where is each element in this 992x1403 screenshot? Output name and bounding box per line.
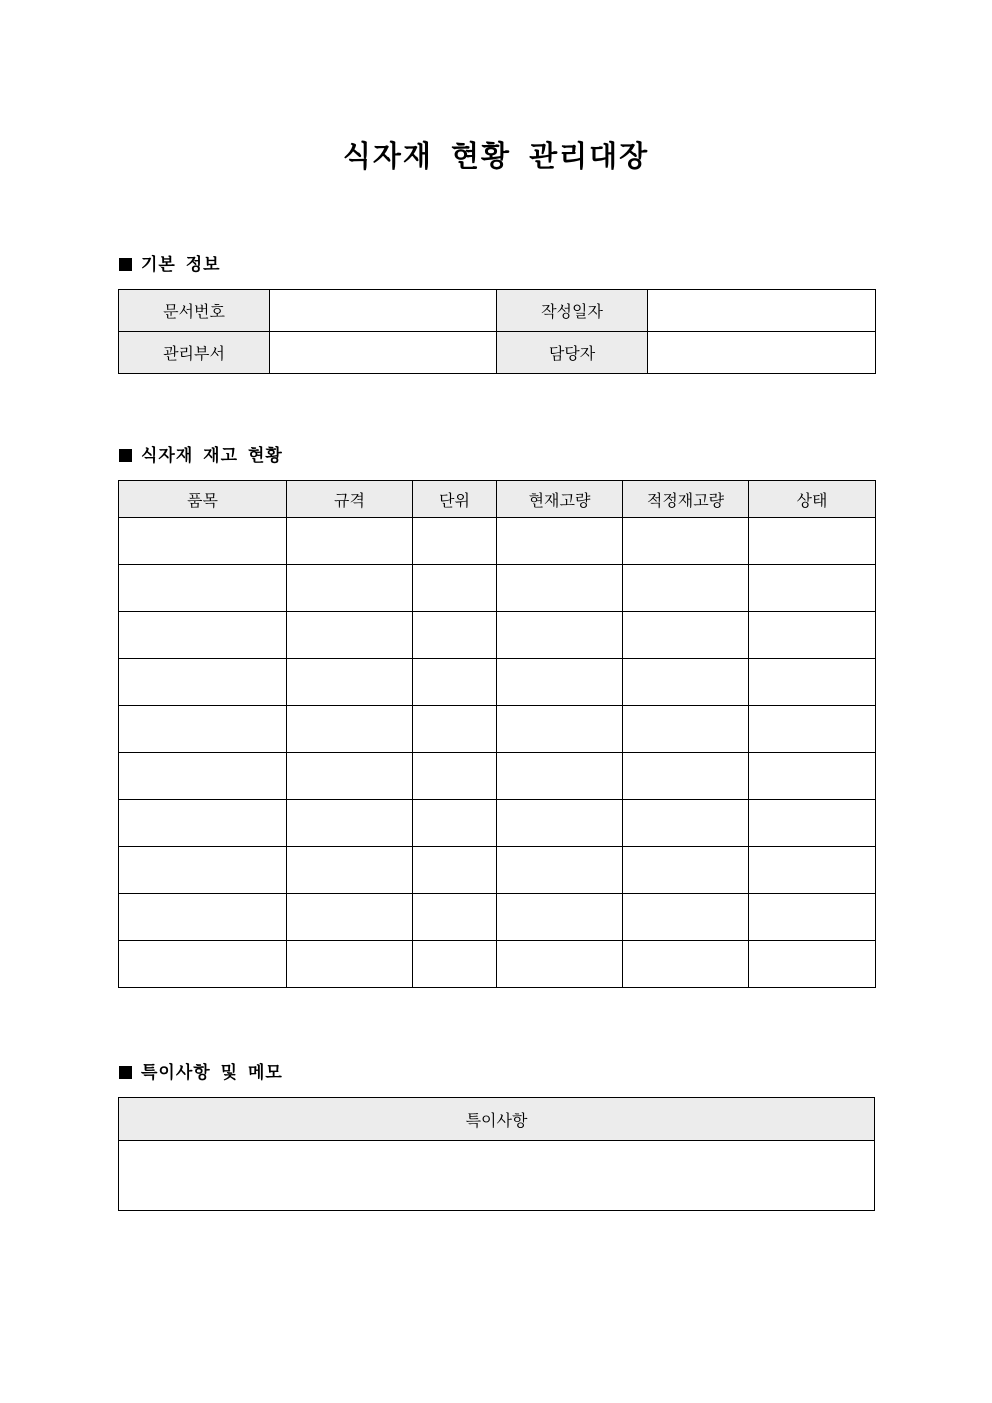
table-row — [119, 290, 876, 332]
item-cell[interactable] — [119, 941, 287, 988]
optimal-stock-cell[interactable] — [623, 518, 749, 565]
item-cell[interactable] — [119, 706, 287, 753]
table-row — [119, 612, 876, 659]
status-cell[interactable] — [749, 612, 876, 659]
table-row — [119, 1141, 875, 1211]
unit-cell[interactable] — [413, 847, 497, 894]
column-header-current-stock: 현재고량 — [497, 481, 623, 518]
item-cell[interactable] — [119, 800, 287, 847]
current-stock-cell[interactable] — [497, 706, 623, 753]
table-row — [119, 659, 876, 706]
spec-cell[interactable] — [287, 659, 413, 706]
item-cell[interactable] — [119, 659, 287, 706]
black-square-icon — [119, 258, 132, 271]
table-row — [119, 518, 876, 565]
optimal-stock-cell[interactable] — [623, 753, 749, 800]
written-date-field[interactable] — [648, 290, 876, 332]
manager-field[interactable] — [648, 332, 876, 374]
table-row — [119, 706, 876, 753]
black-square-icon — [119, 1066, 132, 1079]
column-header-item: 품목 — [119, 481, 287, 518]
unit-cell[interactable] — [413, 941, 497, 988]
optimal-stock-cell[interactable] — [623, 565, 749, 612]
current-stock-cell[interactable] — [497, 941, 623, 988]
current-stock-cell[interactable] — [497, 565, 623, 612]
spec-cell[interactable] — [287, 847, 413, 894]
optimal-stock-cell[interactable] — [623, 847, 749, 894]
column-header-spec: 규격 — [287, 481, 413, 518]
unit-cell[interactable] — [413, 518, 497, 565]
table-row — [119, 941, 876, 988]
section-heading-label: 기본 정보 — [141, 255, 221, 275]
optimal-stock-cell[interactable] — [623, 706, 749, 753]
spec-cell[interactable] — [287, 941, 413, 988]
section-heading-inventory — [119, 445, 283, 467]
current-stock-cell[interactable] — [497, 753, 623, 800]
status-cell[interactable] — [749, 706, 876, 753]
status-cell[interactable] — [749, 894, 876, 941]
unit-cell[interactable] — [413, 894, 497, 941]
status-cell[interactable] — [749, 941, 876, 988]
page-title: 식자재 현황 관리대장 — [342, 139, 650, 173]
current-stock-cell[interactable] — [497, 612, 623, 659]
section-heading-memo — [119, 1062, 283, 1084]
section-heading-label: 식자재 재고 현황 — [141, 446, 283, 466]
unit-cell[interactable] — [413, 753, 497, 800]
basic-info-table — [118, 289, 876, 374]
spec-cell[interactable] — [287, 800, 413, 847]
unit-cell[interactable] — [413, 565, 497, 612]
current-stock-cell[interactable] — [497, 847, 623, 894]
table-header-row — [119, 1098, 875, 1141]
status-cell[interactable] — [749, 800, 876, 847]
spec-cell[interactable] — [287, 518, 413, 565]
status-cell[interactable] — [749, 518, 876, 565]
table-header-row — [119, 481, 876, 518]
optimal-stock-cell[interactable] — [623, 941, 749, 988]
table-row — [119, 894, 876, 941]
current-stock-cell[interactable] — [497, 894, 623, 941]
inventory-table — [118, 480, 876, 988]
table-row — [119, 565, 876, 612]
table-row — [119, 847, 876, 894]
black-square-icon — [119, 449, 132, 462]
table-row — [119, 332, 876, 374]
column-header-status: 상태 — [749, 481, 876, 518]
doc-number-label: 문서번호 — [119, 290, 270, 332]
remarks-field[interactable] — [119, 1141, 875, 1211]
unit-cell[interactable] — [413, 659, 497, 706]
table-row — [119, 753, 876, 800]
column-header-remarks: 특이사항 — [119, 1098, 875, 1141]
optimal-stock-cell[interactable] — [623, 659, 749, 706]
status-cell[interactable] — [749, 659, 876, 706]
department-field[interactable] — [270, 332, 497, 374]
optimal-stock-cell[interactable] — [623, 800, 749, 847]
item-cell[interactable] — [119, 847, 287, 894]
current-stock-cell[interactable] — [497, 659, 623, 706]
item-cell[interactable] — [119, 894, 287, 941]
inventory-table-body — [119, 518, 876, 988]
section-heading-basic-info — [119, 254, 221, 276]
written-date-label: 작성일자 — [497, 290, 648, 332]
status-cell[interactable] — [749, 565, 876, 612]
current-stock-cell[interactable] — [497, 800, 623, 847]
item-cell[interactable] — [119, 518, 287, 565]
current-stock-cell[interactable] — [497, 518, 623, 565]
spec-cell[interactable] — [287, 706, 413, 753]
memo-table — [118, 1097, 875, 1211]
column-header-optimal-stock: 적정재고량 — [623, 481, 749, 518]
spec-cell[interactable] — [287, 753, 413, 800]
manager-label: 담당자 — [497, 332, 648, 374]
unit-cell[interactable] — [413, 706, 497, 753]
spec-cell[interactable] — [287, 894, 413, 941]
spec-cell[interactable] — [287, 565, 413, 612]
item-cell[interactable] — [119, 612, 287, 659]
doc-number-field[interactable] — [270, 290, 497, 332]
optimal-stock-cell[interactable] — [623, 894, 749, 941]
unit-cell[interactable] — [413, 800, 497, 847]
table-row — [119, 800, 876, 847]
section-heading-label: 특이사항 및 메모 — [141, 1063, 283, 1083]
department-label: 관리부서 — [119, 332, 270, 374]
optimal-stock-cell[interactable] — [623, 612, 749, 659]
spec-cell[interactable] — [287, 612, 413, 659]
status-cell[interactable] — [749, 753, 876, 800]
item-cell[interactable] — [119, 565, 287, 612]
status-cell[interactable] — [749, 847, 876, 894]
item-cell[interactable] — [119, 753, 287, 800]
column-header-unit: 단위 — [413, 481, 497, 518]
unit-cell[interactable] — [413, 612, 497, 659]
